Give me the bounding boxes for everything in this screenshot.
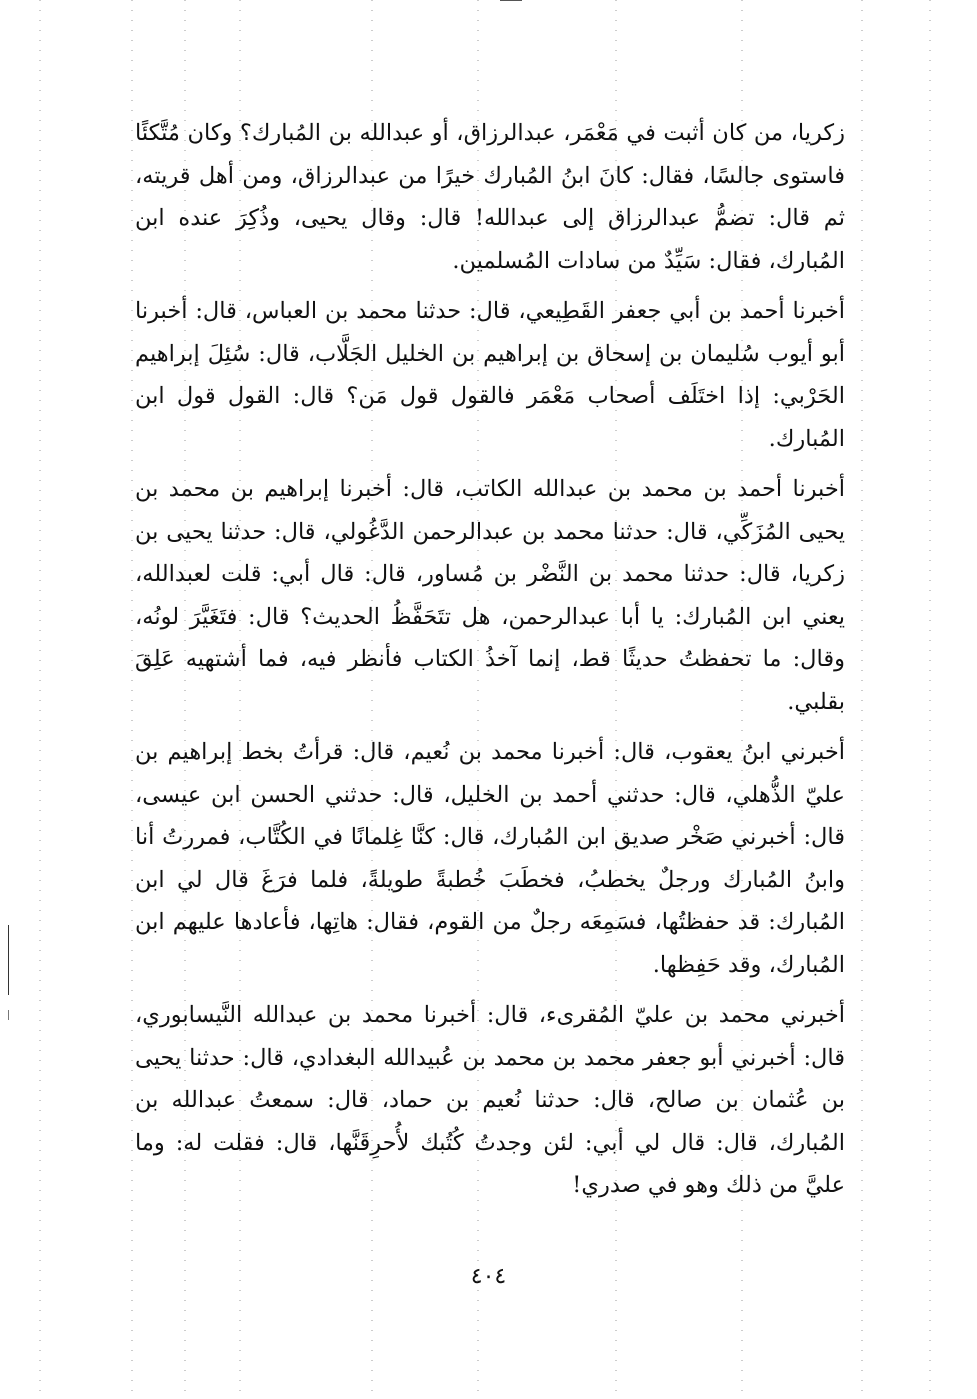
top-center-mark xyxy=(500,0,522,1)
left-margin-mark xyxy=(8,925,9,995)
page-body xyxy=(135,112,845,1207)
page-number: ٤٠٤ xyxy=(470,1264,507,1289)
paragraph-4: أخبرني ابنُ يعقوب، قال: أخبرنا محمد بن نُعيم، قال: قرأتُ بخط إبراهيم بن عليّ الذُّهلي، قال: حدثني أحمد بن الخليل، قال: حدثني الحسن ابن عيسى، قال: أخبرني صَخْر صديق ابن المُبارك، قال: كنَّا غِلمانًا في الكُتَّاب، فمررتُ أنا وابنُ المُبارك ورجلٌ يخطبُ، فخطَبَ خُطبةً طويلةً، فلما فرَغَ قال لي ابن المُبارك: قد حفظتُها، فسَمِعَه رجلٌ من القوم، فقال: هاتِها، فأعادها عليهم ابن المُبارك، وقد حَفِظها. xyxy=(135,739,845,978)
paragraph-3: أخبرنا أحمد بن محمد بن عبدالله الكاتب، قال: أخبرنا إبراهيم بن محمد بن يحيى المُزَكِّي، قال: حدثنا محمد بن عبدالرحمن الدَّغُولي، قال: حدثنا يحيى بن زكريا، قال: حدثنا محمد بن النَّضْر بن مُساور، قال: قال أبي: قلت لعبدالله، يعني ابن المُبارك: يا أبا عبدالرحمن، هل تتَحَفَّظُ الحديث؟ قال: فتَغَيَّرَ لونُه، وقال: ما تحفظتُ حديثًا قط، إنما آخذُ الكتاب فأنظر فيه، فما أشتهيه عَلِقَ بقلبي. xyxy=(135,476,845,715)
paragraph-2: أخبرنا أحمد بن أبي جعفر القَطِيعي، قال: حدثنا محمد بن العباس، قال: أخبرنا أبو أيوب سُليمان بن إسحاق بن إبراهيم بن الخليل الجَلَّاب، قال: سُئِلَ إبراهيم الحَرْبي: إذا اختَلَف أصحاب مَعْمَر فالقول قول مَن؟ قال: القول قول ابن المُبارك. xyxy=(135,298,845,452)
paragraph-1: زكريا، من كان أثبت في مَعْمَر، عبدالرزاق، أو عبدالله بن المُبارك؟ وكان مُتَّكئًا فاستوى جالسًا، فقال: كانَ ابنُ المُبارك خيرًا من عبدالرزاق، ومن أهل قريته، ثم قال: تضمُّ عبدالرزاق إلى عبدالله! قال: وقال يحيى، وذُكِرَ عنده ابن المُبارك، فقال: سَيِّدٌ من سادات المُسلمين. xyxy=(135,120,845,274)
paragraph-5: أخبرني محمد بن عليّ المُقرىء، قال: أخبرنا محمد بن عبدالله النَّيسابوري، قال: أخبرني أبو جعفر محمد بن محمد بن عُبيدالله البغدادي، قال: حدثنا يحيى بن عُثمان بن صالح، قال: حدثنا نُعيم بن حماد، قال: سمعتُ عبدالله بن المُبارك، قال: قال لي أبي: لئن وجدتُ كُتُبك لأُحرِقَنَّها، قال: فقلت له: وما عليَّ من ذلك وهو في صدري! xyxy=(135,1002,845,1198)
left-margin-mark-short xyxy=(8,1010,9,1020)
